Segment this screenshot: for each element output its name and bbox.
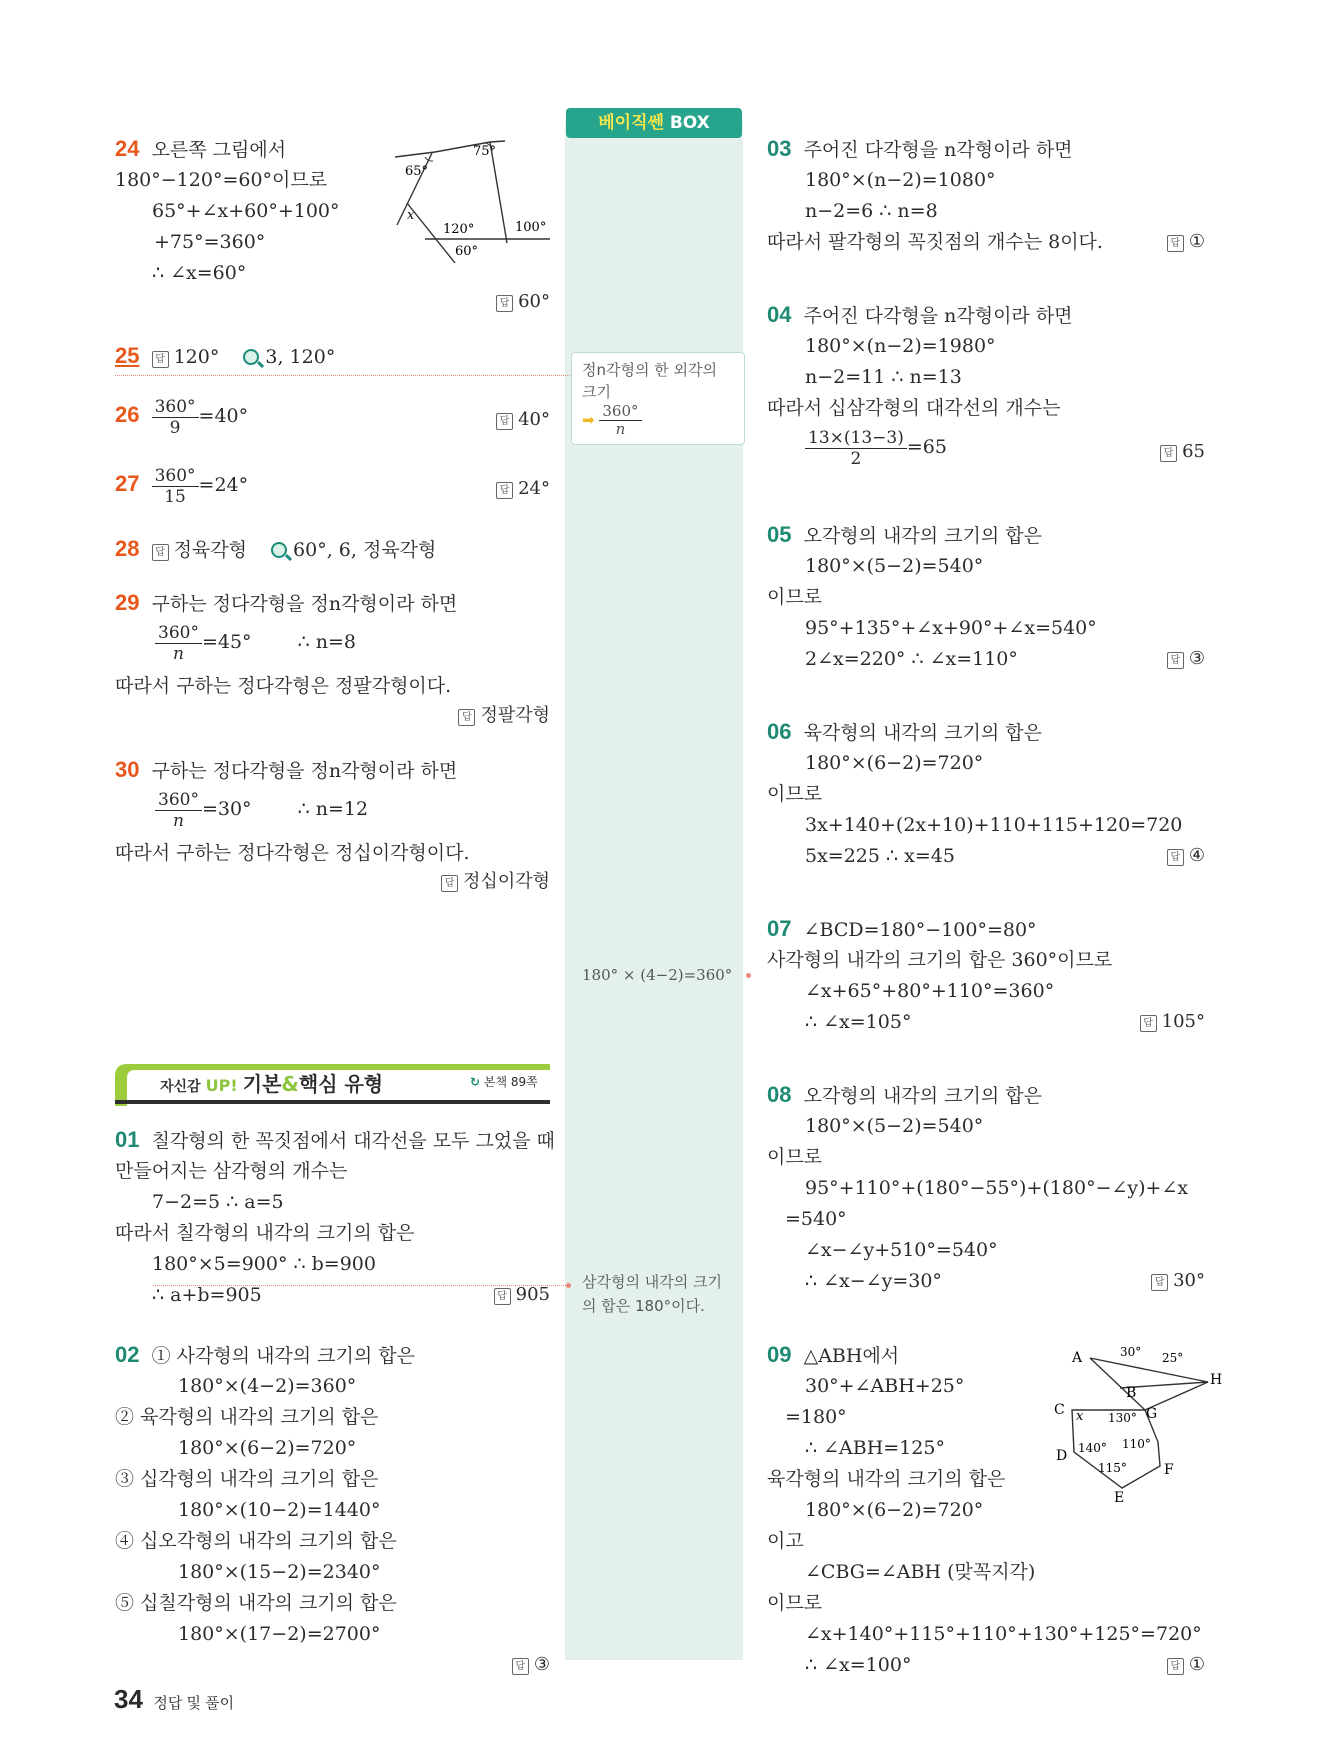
solution-line: 180°×(15−2)=2340° <box>178 1561 381 1583</box>
problem-number: 24 <box>115 136 140 161</box>
solution-line: 180°×(6−2)=720° <box>178 1437 357 1459</box>
solution-line: ⑤ 십칠각형의 내각의 크기의 합은 <box>115 1592 397 1614</box>
fig-label: 65° <box>405 164 429 179</box>
solution-line: 오른쪽 그림에서 <box>151 139 287 161</box>
frac-num: 360° <box>152 466 199 487</box>
solution-line: 180°×(6−2)=720° <box>805 752 984 774</box>
solution-line: 이고 <box>767 1530 804 1552</box>
answer-04 <box>1160 440 1205 464</box>
problem-number: 25 <box>115 343 140 368</box>
solution-line: 이므로 <box>767 783 823 805</box>
fig-label: 75° <box>473 144 497 159</box>
answer-value: 105° <box>1161 1011 1205 1032</box>
solution-line: 사각형의 내각의 크기의 합은 360°이므로 <box>767 949 1113 971</box>
solution-line: 180°×(17−2)=2700° <box>178 1623 381 1645</box>
problem-number: 04 <box>767 302 792 327</box>
problem-number: 09 <box>767 1342 792 1367</box>
fig-label: x <box>407 208 415 223</box>
solution-line: 180°×(10−2)=1440° <box>178 1499 381 1521</box>
answer-value: 정육각형 <box>173 539 247 561</box>
frac-num: 360° <box>155 790 202 811</box>
solution-line: 이므로 <box>767 586 823 608</box>
solution-line: ∠BCD=180°−100°=80° <box>803 919 1037 941</box>
problem-number: 03 <box>767 136 792 161</box>
answer-icon: 답 <box>152 544 169 561</box>
answer-03 <box>1167 230 1205 254</box>
problem-number: 30 <box>115 757 140 782</box>
solution-line: ③ 십각형의 내각의 크기의 합은 <box>115 1468 379 1490</box>
solution-line: 180°−120°=60°이므로 <box>115 169 328 191</box>
frac-num: 360° <box>155 623 202 644</box>
solution-line: 따라서 구하는 정다각형은 정팔각형이다. <box>115 675 452 697</box>
leader-line <box>115 375 570 376</box>
solution-line: 180°×5=900° ∴ b=900 <box>152 1253 376 1275</box>
solution-line: =30° <box>201 798 252 820</box>
solution-line: ∴ ∠x=100° <box>805 1654 912 1676</box>
leader-dot <box>566 1283 571 1288</box>
problem-number: 02 <box>115 1342 140 1367</box>
solution-line: ∴ ∠x=60° <box>152 262 247 284</box>
solution-line: n−2=6 ∴ n=8 <box>805 200 938 222</box>
solution-line: 오각형의 내각의 크기의 합은 <box>803 1085 1042 1107</box>
solution-line: 180°×(5−2)=540° <box>805 555 984 577</box>
fig-label: A <box>1072 1350 1083 1366</box>
solution-line: =45° <box>201 631 252 653</box>
solution-line: 30°+∠ABH+25° <box>805 1375 965 1397</box>
footer-label: 정답 및 풀이 <box>153 1695 235 1712</box>
page-number: 34 <box>114 1684 143 1714</box>
fig-label: 25° <box>1162 1351 1184 1365</box>
solution-line: ① 사각형의 내각의 크기의 합은 <box>151 1345 415 1367</box>
fig-label: B <box>1126 1385 1137 1401</box>
note-line: 의 합은 180°이다. <box>582 1297 705 1315</box>
fig-label: H <box>1210 1372 1223 1388</box>
answer-05 <box>1167 647 1205 671</box>
solution-line: ∠CBG=∠ABH (맞꼭지각) <box>805 1561 1036 1583</box>
fig-label: C <box>1054 1402 1065 1418</box>
solution-line: 180°×(n−2)=1080° <box>805 169 996 191</box>
hint-value: 3, 120° <box>265 346 336 368</box>
answer-icon: 답 <box>458 709 475 726</box>
solution-line: ∴ ∠ABH=125° <box>805 1437 945 1459</box>
fig-label: 100° <box>515 220 547 235</box>
sidebar-note-quad-sum: 180° × (4−2)=360° <box>582 966 733 984</box>
problem-25 <box>115 344 335 369</box>
answer-value: ① <box>1188 1654 1205 1675</box>
answer-value: 정십이각형 <box>463 871 550 892</box>
frac-num: 360° <box>599 403 641 421</box>
section-up: UP! <box>205 1076 238 1095</box>
problem-27 <box>115 464 248 507</box>
problem-number: 28 <box>115 536 140 561</box>
solution-line: ∴ n=12 <box>297 798 369 820</box>
answer-value: 30° <box>1173 1270 1205 1291</box>
fig-label: 30° <box>1120 1345 1142 1359</box>
problem-28 <box>115 537 436 562</box>
basic-box-sidebar <box>565 120 743 1660</box>
section-ref-text: 본책 89쪽 <box>483 1075 538 1089</box>
leader-dot <box>746 973 751 978</box>
answer-icon: 답 <box>496 413 513 430</box>
section-ref <box>470 1073 538 1090</box>
solution-line: 따라서 팔각형의 꼭짓점의 개수는 8이다. <box>767 231 1103 253</box>
fig-label: 60° <box>455 244 479 259</box>
frac-den: n <box>173 810 184 831</box>
solution-line: =180° <box>785 1406 847 1428</box>
solution-line: 구하는 정다각형을 정n각형이라 하면 <box>151 593 458 615</box>
magnifier-icon <box>271 542 287 558</box>
problem-number: 27 <box>115 471 140 496</box>
solution-line: ② 육각형의 내각의 크기의 합은 <box>115 1406 379 1428</box>
section-prefix: 자신감 <box>160 1079 201 1095</box>
solution-line: 주어진 다각형을 n각형이라 하면 <box>803 139 1073 161</box>
fig-label: E <box>1114 1490 1125 1506</box>
solution-line: ④ 십오각형의 내각의 크기의 합은 <box>115 1530 397 1552</box>
answer-icon: 답 <box>1167 1658 1184 1675</box>
answer-value: 24° <box>518 478 550 499</box>
answer-value: ① <box>1188 231 1205 252</box>
frac-num: 13×(13−3) <box>805 428 907 449</box>
basic-box-tag <box>566 108 742 138</box>
answer-icon: 답 <box>1151 1274 1168 1291</box>
fig-label: 110° <box>1122 1437 1151 1451</box>
hexagon-figure-09 <box>1050 1340 1223 1506</box>
box-title-korean: 베이직쎈 <box>598 113 664 133</box>
frac-den: 15 <box>164 486 186 507</box>
solution-line: 65°+∠x+60°+100° <box>152 200 340 222</box>
answer-value: 60° <box>518 291 550 312</box>
answer-icon: 답 <box>512 1658 529 1675</box>
solution-line: ∴ a+b=905 <box>152 1284 262 1306</box>
answer-value: ③ <box>1188 648 1205 669</box>
answer-value: 정팔각형 <box>480 705 550 726</box>
answer-icon: 답 <box>1140 1015 1157 1032</box>
solution-line: =24° <box>198 474 249 496</box>
note-line: 정n각형의 한 외각의 <box>582 361 717 379</box>
solution-line: ∠x−∠y+510°=540° <box>805 1239 998 1261</box>
box-title-latin: BOX <box>669 113 710 133</box>
solution-line: ∴ n=8 <box>297 631 356 653</box>
section-title-b: 핵심 유형 <box>298 1072 384 1096</box>
solution-line: 따라서 구하는 정다각형은 정십이각형이다. <box>115 842 470 864</box>
fig-label: x <box>1076 1409 1084 1424</box>
problem-number: 05 <box>767 522 792 547</box>
solution-line: =40° <box>198 405 249 427</box>
solution-line: 95°+110°+(180°−55°)+(180°−∠y)+∠x <box>805 1177 1189 1199</box>
problem-number: 01 <box>115 1127 140 1152</box>
solution-line: △ABH에서 <box>803 1345 900 1367</box>
solution-line: 3x+140+(2x+10)+110+115+120=720 <box>805 814 1183 836</box>
solution-line: 칠각형의 한 꼭짓점에서 대각선을 모두 그었을 때 <box>151 1130 555 1152</box>
fig-label: 130° <box>1108 1411 1137 1425</box>
problem-number: 26 <box>115 402 140 427</box>
fig-label: F <box>1164 1462 1174 1478</box>
frac-num: 360° <box>152 397 199 418</box>
note-line: 삼각형의 내각의 크기 <box>582 1273 722 1291</box>
magnifier-icon <box>243 349 259 365</box>
solution-line: 따라서 칠각형의 내각의 크기의 합은 <box>115 1222 415 1244</box>
fig-label: G <box>1146 1406 1158 1422</box>
solution-line: ∠x+65°+80°+110°=360° <box>805 980 1055 1002</box>
answer-07 <box>1140 1010 1205 1034</box>
answer-icon: 답 <box>152 351 169 368</box>
section-title <box>160 1068 383 1097</box>
answer-icon: 답 <box>1167 652 1184 669</box>
solution-line: ∴ ∠x−∠y=30° <box>805 1270 942 1292</box>
answer-value: ③ <box>533 1654 550 1675</box>
answer-02 <box>512 1653 550 1677</box>
sidebar-note-triangle-sum <box>582 1270 722 1318</box>
solution-line: 7−2=5 ∴ a=5 <box>152 1191 284 1213</box>
solution-line: 5x=225 ∴ x=45 <box>805 845 955 867</box>
answer-26 <box>496 408 550 432</box>
solution-line: 180°×(5−2)=540° <box>805 1115 984 1137</box>
solution-line: ∴ ∠x=105° <box>805 1011 912 1033</box>
frac-den: 2 <box>850 448 862 469</box>
answer-icon: 답 <box>496 482 513 499</box>
answer-icon: 답 <box>441 875 458 892</box>
problem-number: 08 <box>767 1082 792 1107</box>
problem-26 <box>115 395 248 438</box>
problem-number: 07 <box>767 916 792 941</box>
fig-label: 140° <box>1078 1441 1107 1455</box>
sidebar-note-exterior-angle <box>571 352 745 445</box>
solution-line: 육각형의 내각의 크기의 합은 <box>803 722 1042 744</box>
answer-icon: 답 <box>1167 849 1184 866</box>
solution-line: 95°+135°+∠x+90°+∠x=540° <box>805 617 1097 639</box>
solution-line: 만들어지는 삼각형의 개수는 <box>115 1160 348 1182</box>
solution-line: 오각형의 내각의 크기의 합은 <box>803 525 1042 547</box>
refresh-icon: ↻ <box>470 1075 481 1089</box>
solution-line: 이므로 <box>767 1146 823 1168</box>
solution-line: 주어진 다각형을 n각형이라 하면 <box>803 305 1073 327</box>
fig-label: D <box>1056 1448 1068 1464</box>
answer-value: 40° <box>518 409 550 430</box>
frac-den: 9 <box>169 417 181 438</box>
answer-value: ④ <box>1188 845 1205 866</box>
solution-line: 육각형의 내각의 크기의 합은 <box>767 1468 1006 1490</box>
answer-value: 120° <box>173 346 220 368</box>
answer-icon: 답 <box>494 1288 511 1305</box>
solution-line: 180°×(n−2)=1980° <box>805 335 996 357</box>
pentagon-figure-24 <box>395 135 555 265</box>
frac-den: n <box>615 420 626 438</box>
answer-icon: 답 <box>496 295 513 312</box>
solution-line: 2∠x=220° ∴ ∠x=110° <box>805 648 1018 670</box>
answer-08 <box>1151 1269 1205 1293</box>
solution-line: =65 <box>906 436 947 458</box>
note-line: 크기 <box>582 383 611 401</box>
frac-den: n <box>173 643 184 664</box>
answer-09 <box>1167 1653 1205 1677</box>
solution-line: 따라서 십삼각형의 대각선의 개수는 <box>767 397 1061 419</box>
solution-line: 이므로 <box>767 1592 823 1614</box>
answer-value: 905 <box>515 1284 550 1305</box>
answer-24 <box>496 290 550 314</box>
answer-icon: 답 <box>1167 235 1184 252</box>
section-title-a: 기본 <box>242 1072 282 1096</box>
fig-label: 120° <box>443 222 475 237</box>
solution-line: ∠x+140°+115°+110°+130°+125°=720° <box>805 1623 1202 1645</box>
problem-number: 29 <box>115 590 140 615</box>
page-footer <box>114 1684 234 1715</box>
solution-line: 180°×(4−2)=360° <box>178 1375 357 1397</box>
solution-line: n−2=11 ∴ n=13 <box>805 366 962 388</box>
answer-27 <box>496 477 550 501</box>
answer-value: 65 <box>1182 441 1205 462</box>
solution-line: 180°×(6−2)=720° <box>805 1499 984 1521</box>
answer-29 <box>458 704 550 728</box>
hint-value: 60°, 6, 정육각형 <box>293 539 437 561</box>
solution-line: +75°=360° <box>154 231 266 253</box>
answer-06 <box>1167 844 1205 868</box>
problem-number: 06 <box>767 719 792 744</box>
note-formula <box>582 403 734 438</box>
solution-line: =540° <box>785 1208 847 1230</box>
solution-line: 구하는 정다각형을 정n각형이라 하면 <box>151 760 458 782</box>
fig-label: 115° <box>1098 1461 1127 1475</box>
answer-01 <box>494 1283 550 1307</box>
section-amp: & <box>281 1072 299 1096</box>
arrow-icon: ➡ <box>582 411 595 429</box>
answer-icon: 답 <box>1160 445 1177 462</box>
answer-30 <box>441 870 550 894</box>
